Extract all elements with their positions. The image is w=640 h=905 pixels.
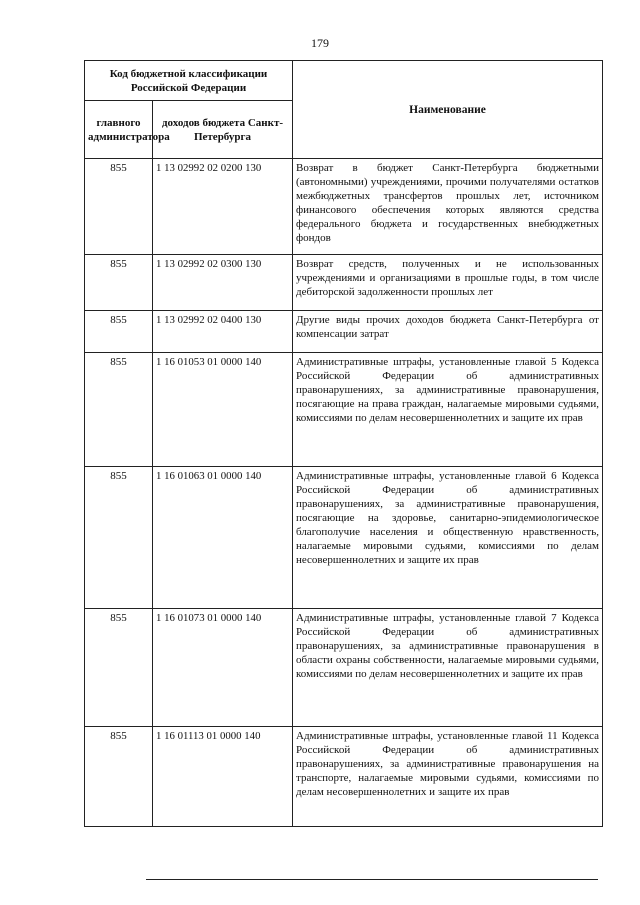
name-cell: Возврат в бюджет Санкт-Петербурга бюджетными (автономными) учреждениями, прочими получателями остатков межбюджетных трансфертов прошлых лет, источником финансового обеспечения которых являются средства федерального бюджета и государственных внебюджетных фондов (293, 159, 603, 255)
name-cell: Административные штрафы, установленные главой 6 Кодекса Российской Федерации об административных правонарушениях, за административные правонарушения, посягающие на здоровье, санитарно-эпидемиологическое благополучие населения и общественную нравственность, налагаемые мировыми судьями, комиссиями по делам несовершеннолетних и защите их прав (293, 467, 603, 609)
table-row (85, 311, 603, 353)
admin-code-cell: 855 (85, 727, 153, 827)
income-code-cell: 1 16 01063 01 0000 140 (153, 467, 293, 609)
table-row (85, 467, 603, 609)
name-cell: Административные штрафы, установленные главой 7 Кодекса Российской Федерации об административных правонарушениях, за административные правонарушения в области охраны собственности, налагаемые мировыми судьями, комиссиями по делам несовершеннолетних и защите их прав (293, 609, 603, 727)
income-code-cell: 1 13 02992 02 0200 130 (153, 159, 293, 255)
table-row (85, 727, 603, 827)
header-classification-code: Код бюджетной классификации Российской Федерации (85, 61, 293, 101)
income-code-cell: 1 13 02992 02 0400 130 (153, 311, 293, 353)
admin-code-cell: 855 (85, 609, 153, 727)
admin-code-cell: 855 (85, 353, 153, 467)
table-row (85, 609, 603, 727)
page-number: 179 (311, 36, 329, 50)
admin-code-cell: 855 (85, 255, 153, 311)
footer-divider (146, 879, 598, 880)
name-cell: Административные штрафы, установленные главой 5 Кодекса Российской Федерации об административных правонарушениях, за административные правонарушения, посягающие на права граждан, налагаемые мировыми судьями, комиссиями по делам несовершеннолетних и защите их прав (293, 353, 603, 467)
header-admin: главного администратора (85, 101, 153, 159)
income-code-cell: 1 13 02992 02 0300 130 (153, 255, 293, 311)
income-code-cell: 1 16 01113 01 0000 140 (153, 727, 293, 827)
name-cell: Административные штрафы, установленные главой 11 Кодекса Российской Федерации об административных правонарушениях, за административные правонарушения на транспорте, налагаемые мировыми судьями, комиссиями по делам несовершеннолетних и защите их прав (293, 727, 603, 827)
income-code-cell: 1 16 01073 01 0000 140 (153, 609, 293, 727)
budget-classification-table (84, 60, 603, 827)
name-cell: Другие виды прочих доходов бюджета Санкт-Петербурга от компенсации затрат (293, 311, 603, 353)
header-name: Наименование (293, 61, 603, 159)
table-row (85, 353, 603, 467)
name-cell: Возврат средств, полученных и не использованных учреждениями и организациями в прошлые годы, в том числе дебиторской задолженности прошлых лет (293, 255, 603, 311)
table-row (85, 255, 603, 311)
income-code-cell: 1 16 01053 01 0000 140 (153, 353, 293, 467)
admin-code-cell: 855 (85, 311, 153, 353)
admin-code-cell: 855 (85, 159, 153, 255)
header-income: доходов бюджета Санкт-Петербурга (153, 101, 293, 159)
table-row (85, 159, 603, 255)
admin-code-cell: 855 (85, 467, 153, 609)
